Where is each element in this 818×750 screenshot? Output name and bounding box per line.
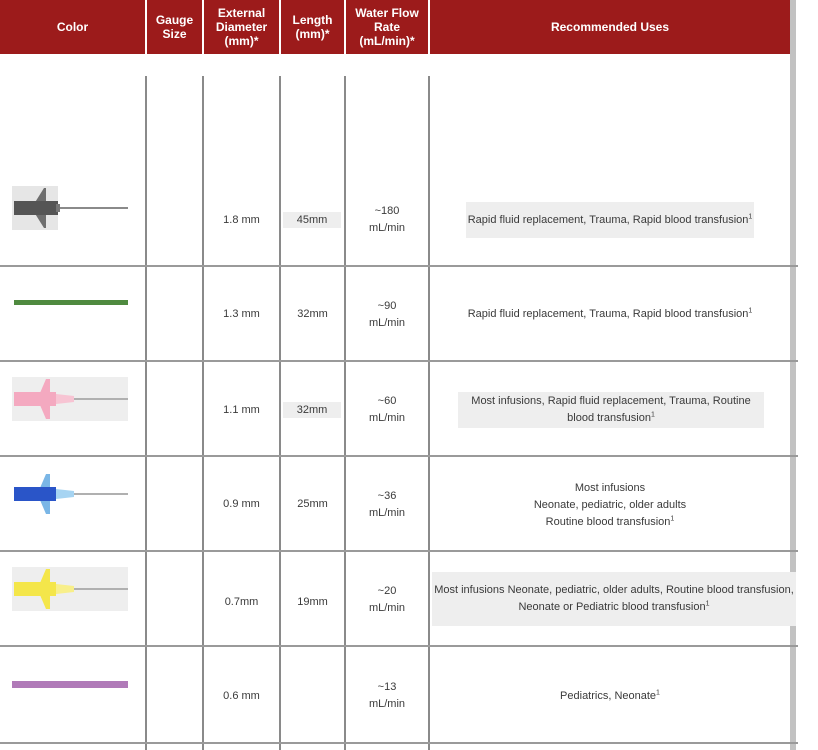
flow-rate-cell: ~90 mL/min [368,300,406,329]
header-recommended-uses: Recommended Uses [550,20,670,34]
purple-line-icon [12,681,128,688]
length-cell [281,682,344,710]
flow-rate-cell: ~60 mL/min [368,395,406,424]
row-divider [0,742,798,744]
blue-iv-catheter-icon [12,472,128,516]
row-divider [0,265,798,267]
diameter-cell: 1.8 mm [223,213,260,226]
gray-iv-catheter-icon [12,186,130,230]
header-gauge-size: Gauge Size [155,13,194,41]
recommended-uses-cell: Rapid fluid replacement, Trauma, Rapid blood transfusion$^1$ [467,306,753,320]
flow-rate-cell: ~180 mL/min [368,205,406,234]
diameter-cell: 0.6 mm [223,689,260,702]
row-divider [0,645,798,647]
row-divider [0,455,798,457]
diameter-cell: 1.3 mm [223,307,260,320]
green-line-icon [14,300,128,306]
recommended-uses-cell: Pediatrics, Neonate$^1$ [560,688,660,702]
length-cell: 32mm [297,307,328,320]
length-cell: 19mm [297,595,328,608]
length-cell: 45mm [283,212,341,228]
diameter-cell: 0.7mm [224,595,259,608]
recommended-uses-cell: Most infusions, Rapid fluid replacement, Trauma, Routine blood transfusion$^1$ [458,392,764,428]
header-color: Color [56,20,89,34]
column-divider [145,76,147,750]
column-divider [428,76,430,750]
pink-iv-catheter-icon [12,377,128,421]
column-divider [279,76,281,750]
yellow-iv-catheter-icon [12,567,128,611]
uses-line: Neonate, pediatric, older adults [533,498,687,511]
recommended-uses-cell: Most infusions Neonate, pediatric, older adults, Routine blood transfusion, Neonate or Pediatric blood transfusion$^1$ [432,572,796,626]
row-divider [0,360,798,362]
length-cell: 25mm [297,497,328,510]
length-cell: 32mm [283,402,341,418]
flow-rate-cell: ~13 mL/min [368,681,406,710]
recommended-uses-cell [440,478,780,532]
uses-line: Most infusions [574,481,646,494]
flow-rate-cell: ~20 mL/min [368,585,406,614]
row-divider [0,550,798,552]
header-water-flow-rate: Water Flow Rate (mL/min)* [355,6,419,48]
diameter-cell: 0.9 mm [223,497,260,510]
diameter-cell: 1.1 mm [223,403,260,416]
flow-rate-cell: ~36 mL/min [368,490,406,519]
table-edge-shadow [790,0,796,750]
recommended-uses-cell: Rapid fluid replacement, Trauma, Rapid blood transfusion$^1$ [466,202,754,238]
header-external-diameter: External Diameter (mm)* [215,6,268,48]
header-length: Length (mm)* [292,13,333,41]
uses-line: Routine blood transfusion$^1$ [545,514,675,528]
